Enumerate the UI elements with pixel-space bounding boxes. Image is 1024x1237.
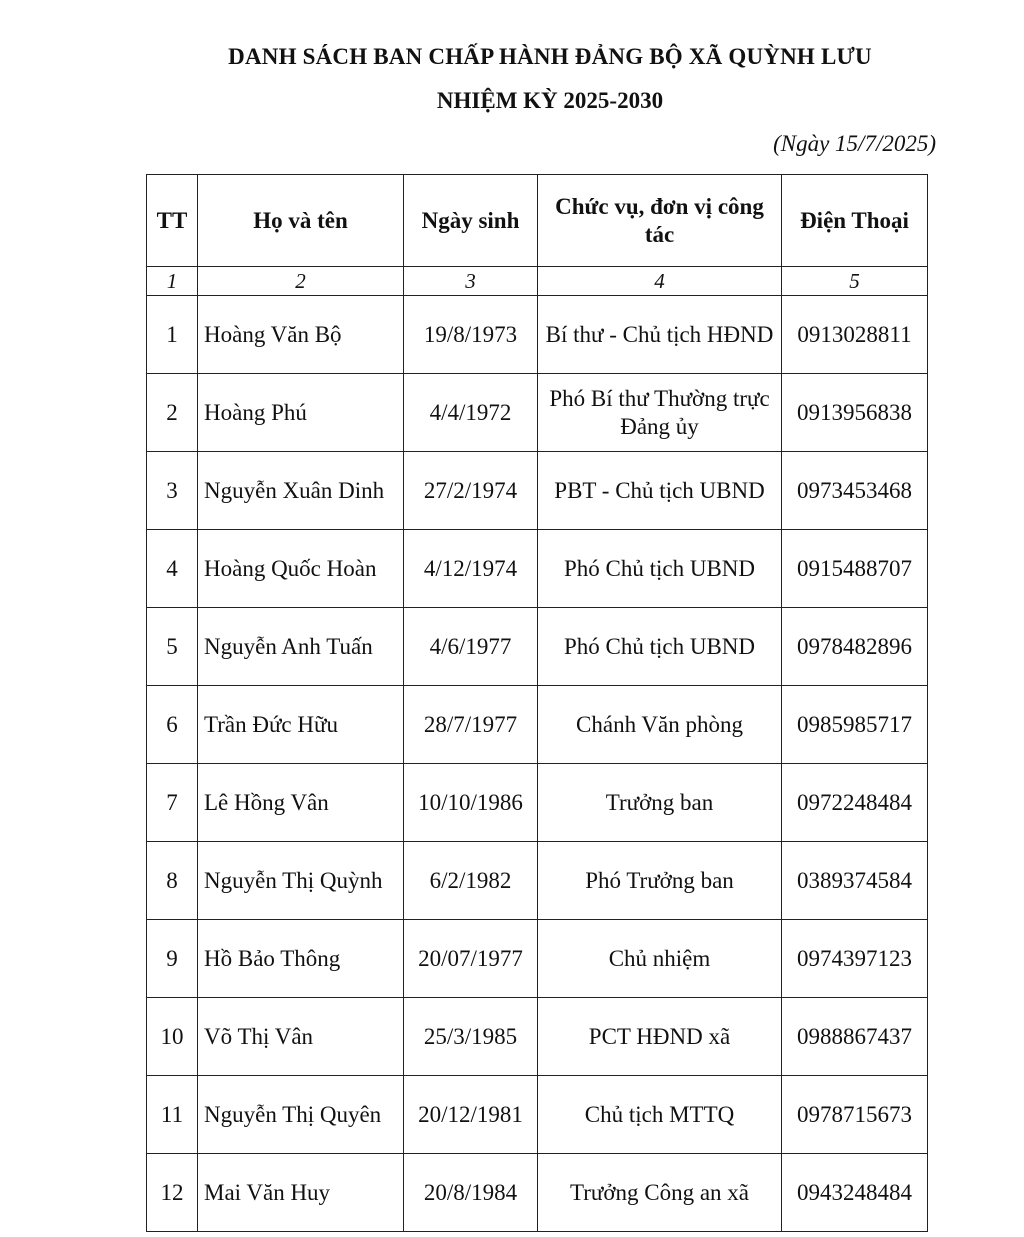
member-position: PBT - Chủ tịch UBND — [538, 452, 782, 530]
table-row — [147, 296, 928, 374]
member-phone: 0943248484 — [782, 1154, 928, 1232]
member-dob: 25/3/1985 — [404, 998, 538, 1076]
table-header-row — [147, 175, 928, 267]
member-name: Võ Thị Vân — [198, 998, 404, 1076]
document-date: (Ngày 15/7/2025) — [773, 131, 936, 156]
member-dob: 4/4/1972 — [404, 374, 538, 452]
member-dob: 27/2/1974 — [404, 452, 538, 530]
member-phone: 0389374584 — [782, 842, 928, 920]
row-number: 2 — [147, 374, 198, 452]
column-number: 3 — [404, 267, 538, 296]
member-phone: 0913956838 — [782, 374, 928, 452]
table-row — [147, 686, 928, 764]
document-term: NHIỆM KỲ 2025-2030 — [436, 88, 664, 113]
column-number: 1 — [147, 267, 198, 296]
member-name: Mai Văn Huy — [198, 1154, 404, 1232]
member-name: Hoàng Quốc Hoàn — [198, 530, 404, 608]
table-row — [147, 608, 928, 686]
member-position: Trưởng Công an xã — [538, 1154, 782, 1232]
member-phone: 0972248484 — [782, 764, 928, 842]
row-number: 4 — [147, 530, 198, 608]
table-row — [147, 452, 928, 530]
member-phone: 0988867437 — [782, 998, 928, 1076]
table-row — [147, 920, 928, 998]
column-number: 5 — [782, 267, 928, 296]
member-name: Hoàng Văn Bộ — [198, 296, 404, 374]
member-position: Chánh Văn phòng — [538, 686, 782, 764]
member-name: Hồ Bảo Thông — [198, 920, 404, 998]
member-position: Phó Chủ tịch UBND — [538, 608, 782, 686]
row-number: 3 — [147, 452, 198, 530]
header-dob: Ngày sinh — [404, 175, 538, 267]
member-name: Nguyễn Thị Quỳnh — [198, 842, 404, 920]
member-phone: 0973453468 — [782, 452, 928, 530]
member-dob: 20/12/1981 — [404, 1076, 538, 1154]
column-number: 4 — [538, 267, 782, 296]
member-phone: 0978482896 — [782, 608, 928, 686]
member-position: Phó Chủ tịch UBND — [538, 530, 782, 608]
row-number: 6 — [147, 686, 198, 764]
member-name: Hoàng Phú — [198, 374, 404, 452]
member-position: Chủ tịch MTTQ — [538, 1076, 782, 1154]
member-position: Chủ nhiệm — [538, 920, 782, 998]
member-position: Trưởng ban — [538, 764, 782, 842]
member-name: Nguyễn Thị Quyên — [198, 1076, 404, 1154]
row-number: 7 — [147, 764, 198, 842]
row-number: 12 — [147, 1154, 198, 1232]
member-dob: 10/10/1986 — [404, 764, 538, 842]
member-position: Phó Trưởng ban — [538, 842, 782, 920]
row-number: 9 — [147, 920, 198, 998]
header-position: Chức vụ, đơn vị công tác — [538, 175, 782, 267]
member-position: PCT HĐND xã — [538, 998, 782, 1076]
member-phone: 0915488707 — [782, 530, 928, 608]
header-phone: Điện Thoại — [782, 175, 928, 267]
member-name: Trần Đức Hữu — [198, 686, 404, 764]
table-row — [147, 530, 928, 608]
header-tt: TT — [147, 175, 198, 267]
row-number: 5 — [147, 608, 198, 686]
row-number: 1 — [147, 296, 198, 374]
table-row — [147, 842, 928, 920]
member-name: Nguyễn Xuân Dinh — [198, 452, 404, 530]
column-number-row — [147, 267, 928, 296]
member-name: Lê Hồng Vân — [198, 764, 404, 842]
column-number: 2 — [198, 267, 404, 296]
member-dob: 19/8/1973 — [404, 296, 538, 374]
member-phone: 0978715673 — [782, 1076, 928, 1154]
row-number: 11 — [147, 1076, 198, 1154]
member-phone: 0913028811 — [782, 296, 928, 374]
member-position: Bí thư - Chủ tịch HĐND — [538, 296, 782, 374]
member-table — [146, 174, 928, 1232]
member-name: Nguyễn Anh Tuấn — [198, 608, 404, 686]
table-row — [147, 374, 928, 452]
member-position: Phó Bí thư Thường trực Đảng ủy — [538, 374, 782, 452]
member-phone: 0985985717 — [782, 686, 928, 764]
header-name: Họ và tên — [198, 175, 404, 267]
table-row — [147, 1076, 928, 1154]
table-row — [147, 1154, 928, 1232]
member-dob: 20/07/1977 — [404, 920, 538, 998]
document-title: DANH SÁCH BAN CHẤP HÀNH ĐẢNG BỘ XÃ QUỲNH LƯU — [228, 44, 872, 69]
member-dob: 4/6/1977 — [404, 608, 538, 686]
member-phone: 0974397123 — [782, 920, 928, 998]
row-number: 10 — [147, 998, 198, 1076]
member-dob: 28/7/1977 — [404, 686, 538, 764]
member-dob: 6/2/1982 — [404, 842, 538, 920]
member-dob: 20/8/1984 — [404, 1154, 538, 1232]
member-dob: 4/12/1974 — [404, 530, 538, 608]
table-row — [147, 998, 928, 1076]
table-row — [147, 764, 928, 842]
row-number: 8 — [147, 842, 198, 920]
